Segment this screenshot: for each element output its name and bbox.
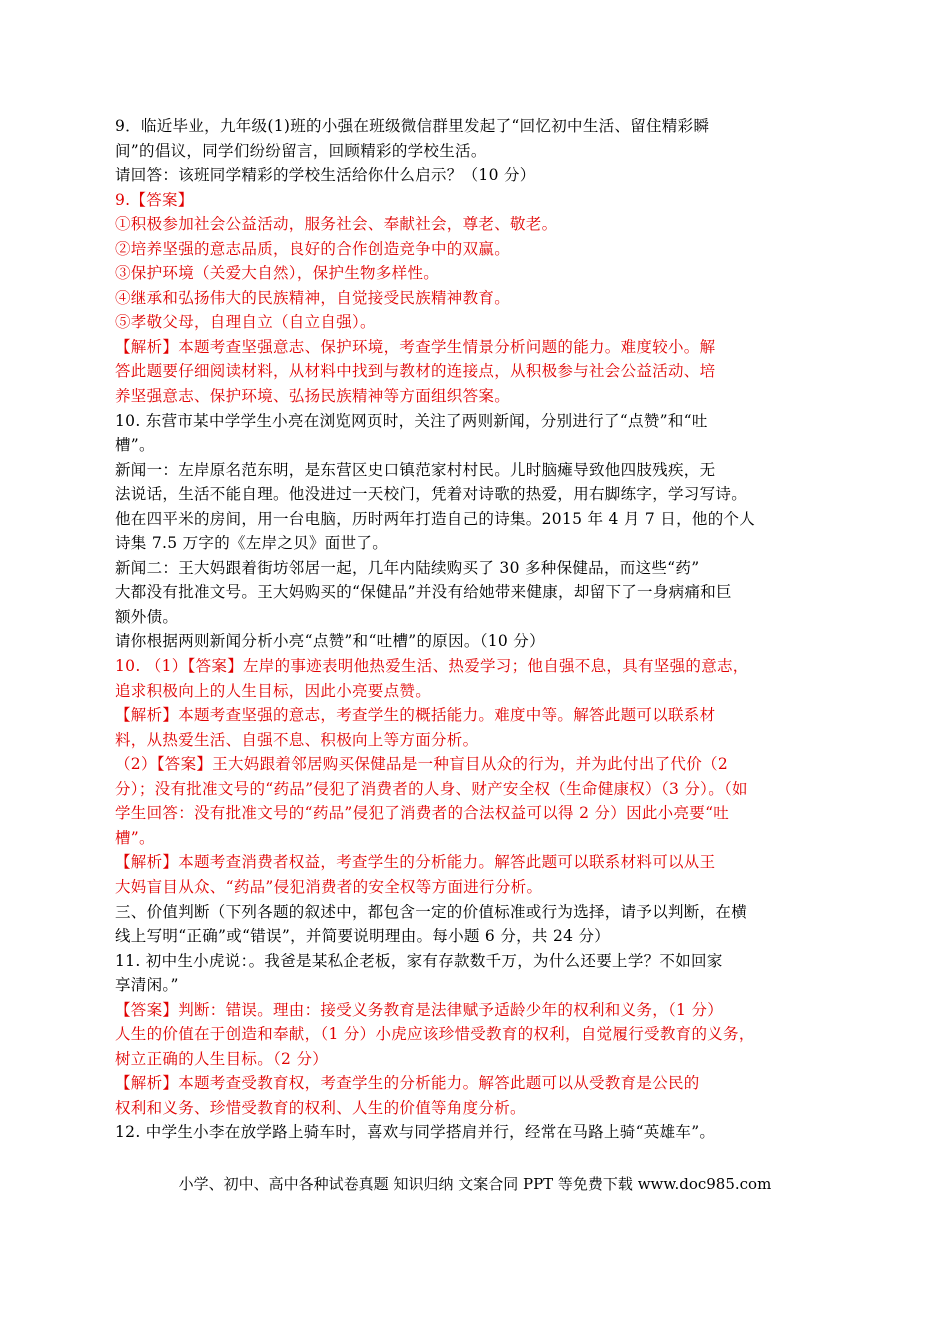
text-line: 学生回答：没有批准文号的“药品”侵犯了消费者的合法权益可以得 2 分）因此小亮要“吐 [115, 804, 730, 823]
text-line: 【解析】本题考查坚强的意志，考查学生的概括能力。难度中等。解答此题可以联系材 [115, 706, 716, 725]
text-line: 10. （1）【答案】左岸的事迹表明他热爱生活、热爱学习；他自强不息，具有坚强的意志， [115, 657, 749, 676]
text-line: 10. 东营市某中学学生小亮在浏览网页时，关注了两则新闻，分别进行了“点赞”和“吐 [115, 411, 708, 430]
text-line: 享清闲。” [115, 976, 179, 995]
text-line: ①积极参加社会公益活动，服务社会、奉献社会，尊老、敬老。 [115, 215, 558, 234]
text-line: 人生的价值在于创造和奉献，（1 分）小虎应该珍惜受教育的权利，自觉履行受教育的义务， [115, 1025, 755, 1044]
text-line: ②培养坚强的意志品质，良好的合作创造竞争中的双赢。 [115, 239, 511, 258]
text-line: 三、价值判断（下列各题的叙述中，都包含一定的价值标准或行为选择，请予以判断，在横 [115, 902, 748, 921]
text-line: 诗集 7.5 万字的《左岸之贝》面世了。 [115, 534, 389, 553]
text-line: 请回答：该班同学精彩的学校生活给你什么启示？（10 分） [115, 166, 536, 185]
text-line: 槽”。 [115, 436, 155, 455]
text-line: 【解析】本题考查消费者权益，考查学生的分析能力。解答此题可以联系材料可以从王 [115, 853, 716, 872]
text-line: 料，从热爱生活、自强不息、积极向上等方面分析。 [115, 730, 479, 749]
document-body [115, 114, 845, 1145]
text-line: 他在四平米的房间，用一台电脑，历时两年打造自己的诗集。2015 年 4 月 7 日，他的个人 [115, 509, 756, 528]
text-line: 9．临近毕业，九年级(1)班的小强在班级微信群里发起了“回忆初中生活、留住精彩瞬 [115, 117, 710, 135]
text-line: 大都没有批准文号。王大妈购买的“保健品”并没有给她带来健康，却留下了一身病痛和巨 [115, 583, 732, 602]
text-line: 答此题要仔细阅读材料，从材料中找到与教材的连接点，从积极参与社会公益活动、培 [115, 362, 716, 381]
text-line: 法说话，生活不能自理。他没进过一天校门，凭着对诗歌的热爱，用右脚练字，学习写诗。 [115, 485, 748, 504]
text-line: 权利和义务、珍惜受教育的权利、人生的价值等角度分析。 [115, 1098, 526, 1117]
text-line: 追求积极向上的人生目标，因此小亮要点赞。 [115, 681, 432, 700]
text-line: ④继承和弘扬伟大的民族精神，自觉接受民族精神教育。 [115, 288, 511, 307]
text-line: 额外债。 [115, 607, 179, 626]
text-line: 新闻二：王大妈跟着街坊邻居一起，几年内陆续购买了 30 多种保健品，而这些“药” [115, 558, 700, 577]
text-line: （2）【答案】王大妈跟着邻居购买保健品是一种盲目从众的行为，并为此付出了代价（2 [115, 755, 728, 774]
text-line: 养坚强意志、保护环境、弘扬民族精神等方面组织答案。 [115, 387, 511, 406]
text-line: 【解析】本题考查坚强意志、保护环境，考查学生情景分析问题的能力。难度较小。解 [115, 337, 716, 356]
text-line: 12. 中学生小李在放学路上骑车时，喜欢与同学搭肩并行，经常在马路上骑“英雄车”。 [115, 1123, 716, 1142]
text-line: 大妈盲目从众、“药品”侵犯消费者的安全权等方面进行分析。 [115, 877, 543, 896]
text-line: 请你根据两则新闻分析小亮“点赞”和“吐槽”的原因。（10 分） [115, 632, 545, 651]
text-line: 线上写明“正确”或“错误”，并简要说明理由。每小题 6 分，共 24 分） [115, 927, 611, 946]
page-footer: 小学、初中、高中各种试卷真题 知识归纳 文案合同 PPT 等免费下载 www.doc985.com [178, 1175, 772, 1193]
text-line: 分）；没有批准文号的“药品”侵犯了消费者的人身、财产安全权（生命健康权）（3 分）。（如 [115, 779, 748, 798]
text-line: 树立正确的人生目标。（2 分） [115, 1049, 329, 1068]
text-line: ③保护环境（关爱大自然），保护生物多样性。 [115, 264, 440, 283]
text-line: 槽”。 [115, 828, 155, 847]
text-line: 【答案】判断：错误。理由：接受义务教育是法律赋予适龄少年的权利和义务，（1 分） [115, 1000, 724, 1019]
text-line: 11. 初中生小虎说：。我爸是某私企老板，家有存款数千万，为什么还要上学？不如回家 [115, 951, 723, 970]
text-line: 9.【答案】 [115, 190, 194, 209]
text-line: 【解析】本题考查受教育权，考查学生的分析能力。解答此题可以从受教育是公民的 [115, 1074, 700, 1093]
text-line: 新闻一：左岸原名范东明，是东营区史口镇范家村村民。儿时脑瘫导致他四肢残疾，无 [115, 460, 716, 479]
text-line: 间”的倡议，同学们纷纷留言，回顾精彩的学校生活。 [115, 141, 487, 160]
text-line: ⑤孝敬父母，自理自立（自立自强）。 [115, 313, 376, 332]
